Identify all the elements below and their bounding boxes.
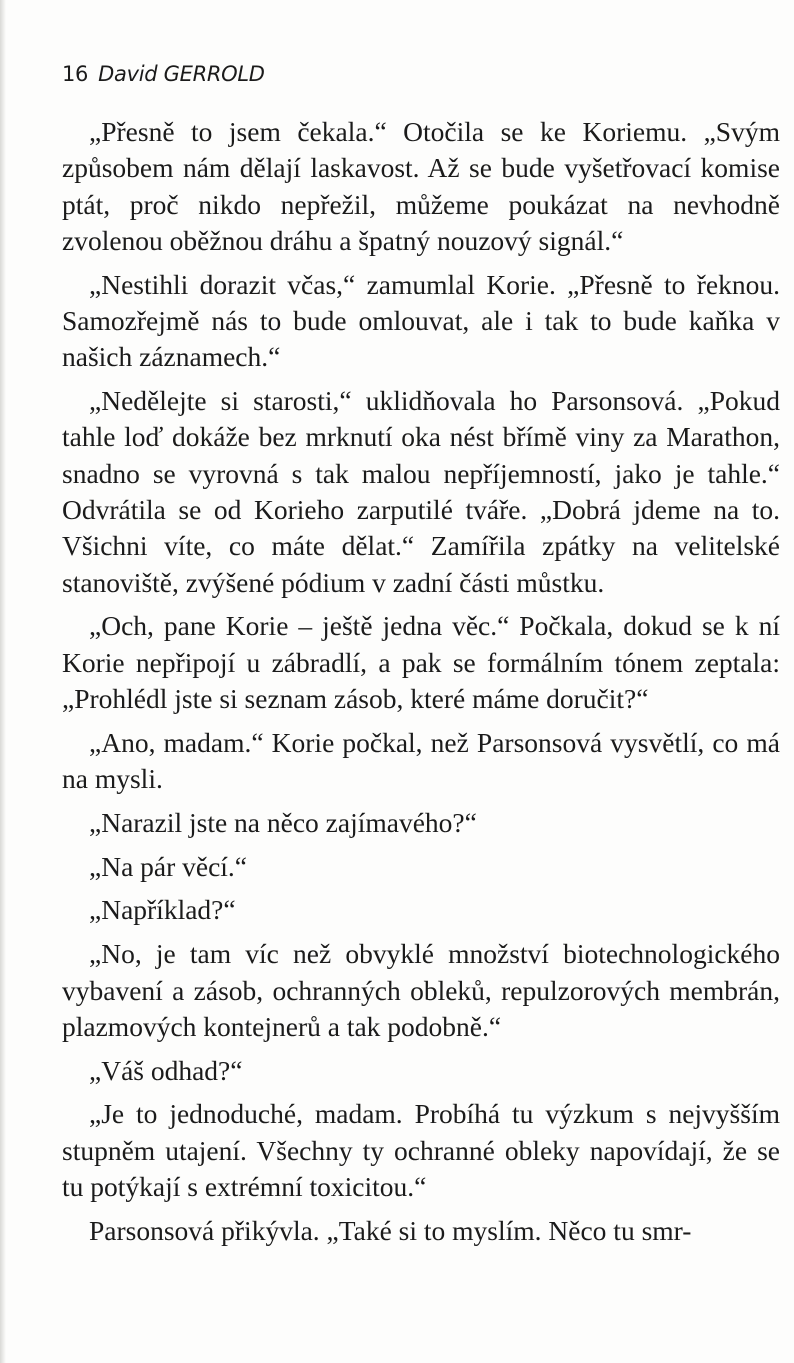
paragraph: „No, je tam víc než obvyklé množství biotechnologického vybavení a zásob, ochranných obleků, repulzorových membrán, plazmových kontejnerů a tak podobně.“ bbox=[62, 938, 780, 1042]
paragraph: „Och, pane Korie – ještě jedna věc.“ Počkala, dokud se k ní Korie nepřipojí u zábradlí, a pak se formálním tónem zeptala: „Prohlédl jste si seznam zásob, které máme doručit?“ bbox=[62, 610, 780, 714]
paragraph: Parsonsová přikývla. „Také si to myslím. Něco tu smr- bbox=[89, 1214, 692, 1246]
paragraph: „Je to jednoduché, madam. Probíhá tu výzkum s nejvyšším stupněm utajení. Všechny ty ochranné obleky napovídají, že se tu potýkají s extrémní toxicitou.“ bbox=[62, 1098, 780, 1203]
paragraph: „Přesně to jsem čekala.“ Otočila se ke Koriemu. „Svým způsobem nám dělají laskavost. Až se bude vyšetřovací komise ptát, proč nikdo nepřežil, můžeme poukázat na nevhodně zvolenou oběžnou dráhu a špatný nouzový signál.“ bbox=[62, 116, 780, 256]
paragraph: „Ano, madam.“ Korie počkal, než Parsonsová vysvětlí, co má na mysli. bbox=[62, 726, 780, 795]
paragraph: „Narazil jste na něco zajímavého?“ bbox=[89, 806, 477, 838]
running-head bbox=[62, 62, 265, 86]
page-number: 16 bbox=[62, 62, 89, 86]
paragraph: „Například?“ bbox=[89, 894, 236, 926]
paragraph: „Nedělejte si starosti,“ uklidňovala ho Parsonsová. „Pokud tahle loď dokáže bez mrknutí oka nést břímě viny za Marathon, snadno se vyrovná s tak malou nepříjemností, jako je tahle.“ Odvrátila se od Korieho zarputilé tváře. „Dobrá jdeme na to. Všichni víte, co máte dělat.“ Zamířila zpátky na velitelské stanoviště, zvýšené pódium v zadní části můstku. bbox=[62, 385, 780, 598]
paragraph: „Nestihli dorazit včas,“ zamumlal Korie. „Přesně to řeknou. Samozřejmě nás to bude omlouvat, ale i tak to bude kaňka v našich záznamech.“ bbox=[62, 268, 780, 373]
paragraph: „Na pár věcí.“ bbox=[89, 850, 248, 882]
paragraph: „Váš odhad?“ bbox=[89, 1054, 243, 1086]
spine-shadow bbox=[0, 0, 6, 1363]
body-text bbox=[62, 114, 780, 1257]
author-name: David GERROLD bbox=[98, 62, 265, 86]
